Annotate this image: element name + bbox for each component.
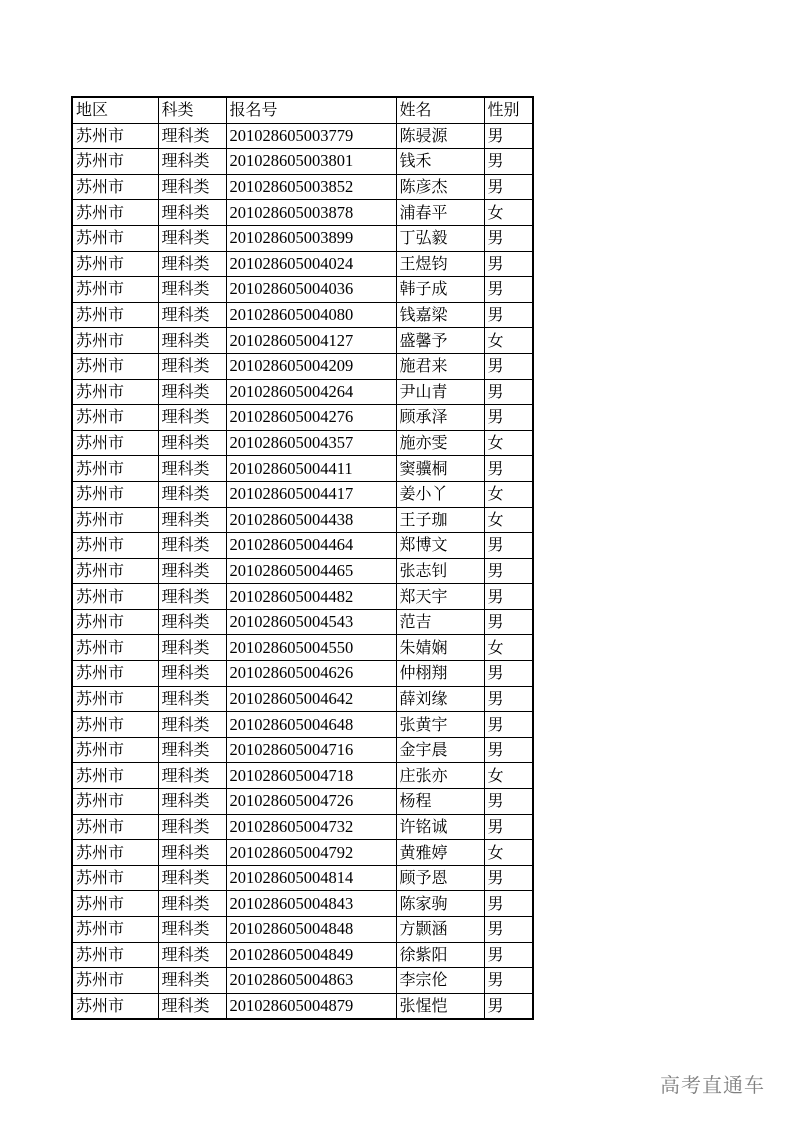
cell-region: 苏州市: [72, 200, 158, 226]
cell-name: 施君来: [396, 353, 484, 379]
cell-name: 朱婧娴: [396, 635, 484, 661]
table-row: [72, 149, 533, 175]
cell-registration-number: 201028605004863: [226, 968, 396, 994]
cell-region: 苏州市: [72, 225, 158, 251]
header-region: 地区: [72, 97, 158, 123]
cell-region: 苏州市: [72, 609, 158, 635]
cell-sex: 男: [484, 686, 533, 712]
cell-region: 苏州市: [72, 814, 158, 840]
cell-sex: 男: [484, 353, 533, 379]
table-body: [72, 123, 533, 1019]
table-row: [72, 302, 533, 328]
cell-name: 黄雅婷: [396, 840, 484, 866]
cell-sex: 男: [484, 225, 533, 251]
cell-sex: 男: [484, 149, 533, 175]
cell-registration-number: 201028605004732: [226, 814, 396, 840]
cell-name: 郑天宇: [396, 584, 484, 610]
cell-sex: 男: [484, 865, 533, 891]
cell-subject: 理科类: [158, 507, 226, 533]
cell-region: 苏州市: [72, 302, 158, 328]
cell-subject: 理科类: [158, 737, 226, 763]
table-row: [72, 225, 533, 251]
cell-name: 张惺恺: [396, 993, 484, 1019]
cell-region: 苏州市: [72, 737, 158, 763]
cell-sex: 女: [484, 430, 533, 456]
cell-registration-number: 201028605004209: [226, 353, 396, 379]
cell-registration-number: 201028605004024: [226, 251, 396, 277]
cell-sex: 男: [484, 917, 533, 943]
cell-subject: 理科类: [158, 379, 226, 405]
cell-subject: 理科类: [158, 789, 226, 815]
table-row: [72, 584, 533, 610]
cell-sex: 男: [484, 661, 533, 687]
cell-registration-number: 201028605004642: [226, 686, 396, 712]
cell-subject: 理科类: [158, 353, 226, 379]
cell-registration-number: 201028605004482: [226, 584, 396, 610]
cell-registration-number: 201028605004726: [226, 789, 396, 815]
cell-name: 范吉: [396, 609, 484, 635]
cell-registration-number: 201028605004411: [226, 456, 396, 482]
cell-subject: 理科类: [158, 200, 226, 226]
cell-region: 苏州市: [72, 942, 158, 968]
cell-sex: 男: [484, 123, 533, 149]
cell-name: 金宇晨: [396, 737, 484, 763]
cell-name: 尹山青: [396, 379, 484, 405]
cell-registration-number: 201028605003878: [226, 200, 396, 226]
cell-sex: 男: [484, 814, 533, 840]
cell-region: 苏州市: [72, 405, 158, 431]
cell-name: 郑博文: [396, 533, 484, 559]
cell-registration-number: 201028605003852: [226, 174, 396, 200]
table-row: [72, 661, 533, 687]
cell-name: 杨程: [396, 789, 484, 815]
cell-region: 苏州市: [72, 123, 158, 149]
cell-sex: 男: [484, 277, 533, 303]
cell-subject: 理科类: [158, 993, 226, 1019]
cell-subject: 理科类: [158, 891, 226, 917]
cell-subject: 理科类: [158, 302, 226, 328]
cell-registration-number: 201028605004648: [226, 712, 396, 738]
cell-registration-number: 201028605003801: [226, 149, 396, 175]
cell-subject: 理科类: [158, 149, 226, 175]
cell-registration-number: 201028605004264: [226, 379, 396, 405]
cell-sex: 男: [484, 456, 533, 482]
cell-subject: 理科类: [158, 225, 226, 251]
cell-region: 苏州市: [72, 635, 158, 661]
cell-registration-number: 201028605004417: [226, 481, 396, 507]
cell-name: 钱禾: [396, 149, 484, 175]
cell-region: 苏州市: [72, 277, 158, 303]
cell-region: 苏州市: [72, 865, 158, 891]
cell-subject: 理科类: [158, 763, 226, 789]
cell-name: 浦春平: [396, 200, 484, 226]
cell-name: 陈家驹: [396, 891, 484, 917]
cell-subject: 理科类: [158, 917, 226, 943]
cell-registration-number: 201028605004127: [226, 328, 396, 354]
cell-subject: 理科类: [158, 814, 226, 840]
cell-subject: 理科类: [158, 840, 226, 866]
cell-subject: 理科类: [158, 661, 226, 687]
table-row: [72, 251, 533, 277]
table-row: [72, 686, 533, 712]
cell-region: 苏州市: [72, 507, 158, 533]
admission-table: [71, 96, 534, 1020]
table-header-row: [72, 97, 533, 123]
cell-region: 苏州市: [72, 763, 158, 789]
cell-region: 苏州市: [72, 686, 158, 712]
table-row: [72, 609, 533, 635]
cell-region: 苏州市: [72, 379, 158, 405]
table-row: [72, 763, 533, 789]
cell-subject: 理科类: [158, 123, 226, 149]
cell-subject: 理科类: [158, 405, 226, 431]
cell-region: 苏州市: [72, 917, 158, 943]
cell-sex: 男: [484, 533, 533, 559]
cell-registration-number: 201028605004036: [226, 277, 396, 303]
cell-sex: 女: [484, 481, 533, 507]
cell-registration-number: 201028605004716: [226, 737, 396, 763]
table-row: [72, 942, 533, 968]
cell-name: 顾承泽: [396, 405, 484, 431]
cell-subject: 理科类: [158, 533, 226, 559]
cell-registration-number: 201028605004438: [226, 507, 396, 533]
table-row: [72, 891, 533, 917]
table-row: [72, 430, 533, 456]
table-row: [72, 558, 533, 584]
header-subject: 科类: [158, 97, 226, 123]
cell-region: 苏州市: [72, 456, 158, 482]
cell-subject: 理科类: [158, 942, 226, 968]
cell-sex: 男: [484, 379, 533, 405]
cell-sex: 女: [484, 763, 533, 789]
table-row: [72, 635, 533, 661]
cell-subject: 理科类: [158, 712, 226, 738]
cell-region: 苏州市: [72, 149, 158, 175]
header-sex: 性别: [484, 97, 533, 123]
table-row: [72, 481, 533, 507]
cell-sex: 男: [484, 789, 533, 815]
table-row: [72, 533, 533, 559]
cell-registration-number: 201028605004276: [226, 405, 396, 431]
cell-registration-number: 201028605003779: [226, 123, 396, 149]
cell-registration-number: 201028605004550: [226, 635, 396, 661]
cell-name: 陈骎源: [396, 123, 484, 149]
cell-name: 庄张亦: [396, 763, 484, 789]
cell-registration-number: 201028605004465: [226, 558, 396, 584]
cell-registration-number: 201028605004814: [226, 865, 396, 891]
cell-region: 苏州市: [72, 353, 158, 379]
table-row: [72, 379, 533, 405]
cell-subject: 理科类: [158, 277, 226, 303]
cell-region: 苏州市: [72, 891, 158, 917]
table-row: [72, 405, 533, 431]
cell-region: 苏州市: [72, 584, 158, 610]
cell-sex: 女: [484, 635, 533, 661]
cell-sex: 男: [484, 558, 533, 584]
cell-name: 李宗伦: [396, 968, 484, 994]
cell-region: 苏州市: [72, 993, 158, 1019]
cell-subject: 理科类: [158, 686, 226, 712]
table-row: [72, 174, 533, 200]
cell-sex: 男: [484, 405, 533, 431]
cell-sex: 男: [484, 174, 533, 200]
cell-region: 苏州市: [72, 789, 158, 815]
table-row: [72, 840, 533, 866]
cell-sex: 男: [484, 891, 533, 917]
cell-registration-number: 201028605004843: [226, 891, 396, 917]
cell-name: 薛刘缘: [396, 686, 484, 712]
cell-region: 苏州市: [72, 174, 158, 200]
table-row: [72, 737, 533, 763]
cell-name: 许铭诚: [396, 814, 484, 840]
cell-sex: 男: [484, 737, 533, 763]
cell-name: 丁弘毅: [396, 225, 484, 251]
cell-region: 苏州市: [72, 251, 158, 277]
cell-registration-number: 201028605003899: [226, 225, 396, 251]
header-name: 姓名: [396, 97, 484, 123]
cell-sex: 男: [484, 302, 533, 328]
table-row: [72, 353, 533, 379]
cell-subject: 理科类: [158, 635, 226, 661]
table-row: [72, 968, 533, 994]
table-row: [72, 200, 533, 226]
table-row: [72, 712, 533, 738]
cell-name: 韩子成: [396, 277, 484, 303]
cell-name: 陈彦杰: [396, 174, 484, 200]
table-row: [72, 917, 533, 943]
cell-registration-number: 201028605004792: [226, 840, 396, 866]
table-row: [72, 277, 533, 303]
cell-registration-number: 201028605004879: [226, 993, 396, 1019]
cell-subject: 理科类: [158, 558, 226, 584]
table-row: [72, 123, 533, 149]
cell-sex: 男: [484, 942, 533, 968]
cell-region: 苏州市: [72, 558, 158, 584]
cell-name: 王煜钧: [396, 251, 484, 277]
cell-sex: 女: [484, 200, 533, 226]
cell-subject: 理科类: [158, 174, 226, 200]
cell-subject: 理科类: [158, 430, 226, 456]
cell-region: 苏州市: [72, 840, 158, 866]
cell-name: 方颢涵: [396, 917, 484, 943]
cell-name: 张志钊: [396, 558, 484, 584]
cell-subject: 理科类: [158, 584, 226, 610]
cell-sex: 男: [484, 609, 533, 635]
cell-name: 张黄宇: [396, 712, 484, 738]
cell-sex: 女: [484, 328, 533, 354]
cell-sex: 男: [484, 968, 533, 994]
cell-registration-number: 201028605004543: [226, 609, 396, 635]
cell-region: 苏州市: [72, 968, 158, 994]
cell-name: 施亦雯: [396, 430, 484, 456]
cell-name: 仲栩翔: [396, 661, 484, 687]
cell-name: 窦骥桐: [396, 456, 484, 482]
table-row: [72, 328, 533, 354]
cell-registration-number: 201028605004849: [226, 942, 396, 968]
table-row: [72, 865, 533, 891]
cell-name: 顾予恩: [396, 865, 484, 891]
cell-registration-number: 201028605004718: [226, 763, 396, 789]
cell-region: 苏州市: [72, 533, 158, 559]
cell-name: 盛馨予: [396, 328, 484, 354]
cell-region: 苏州市: [72, 712, 158, 738]
header-registration-number: 报名号: [226, 97, 396, 123]
table-row: [72, 456, 533, 482]
cell-region: 苏州市: [72, 481, 158, 507]
cell-region: 苏州市: [72, 328, 158, 354]
table-row: [72, 814, 533, 840]
cell-region: 苏州市: [72, 430, 158, 456]
cell-subject: 理科类: [158, 251, 226, 277]
cell-registration-number: 201028605004626: [226, 661, 396, 687]
site-watermark: 高考直通车: [660, 1073, 765, 1097]
table-row: [72, 993, 533, 1019]
cell-name: 王子珈: [396, 507, 484, 533]
cell-name: 徐紫阳: [396, 942, 484, 968]
cell-sex: 男: [484, 712, 533, 738]
cell-subject: 理科类: [158, 865, 226, 891]
cell-subject: 理科类: [158, 328, 226, 354]
table-row: [72, 789, 533, 815]
cell-registration-number: 201028605004080: [226, 302, 396, 328]
table-row: [72, 507, 533, 533]
cell-name: 钱嘉梁: [396, 302, 484, 328]
cell-subject: 理科类: [158, 481, 226, 507]
cell-registration-number: 201028605004464: [226, 533, 396, 559]
cell-sex: 女: [484, 840, 533, 866]
cell-sex: 男: [484, 584, 533, 610]
cell-registration-number: 201028605004357: [226, 430, 396, 456]
cell-subject: 理科类: [158, 609, 226, 635]
cell-name: 姜小丫: [396, 481, 484, 507]
cell-subject: 理科类: [158, 456, 226, 482]
cell-subject: 理科类: [158, 968, 226, 994]
cell-sex: 女: [484, 507, 533, 533]
cell-sex: 男: [484, 251, 533, 277]
cell-sex: 男: [484, 993, 533, 1019]
cell-region: 苏州市: [72, 661, 158, 687]
cell-registration-number: 201028605004848: [226, 917, 396, 943]
